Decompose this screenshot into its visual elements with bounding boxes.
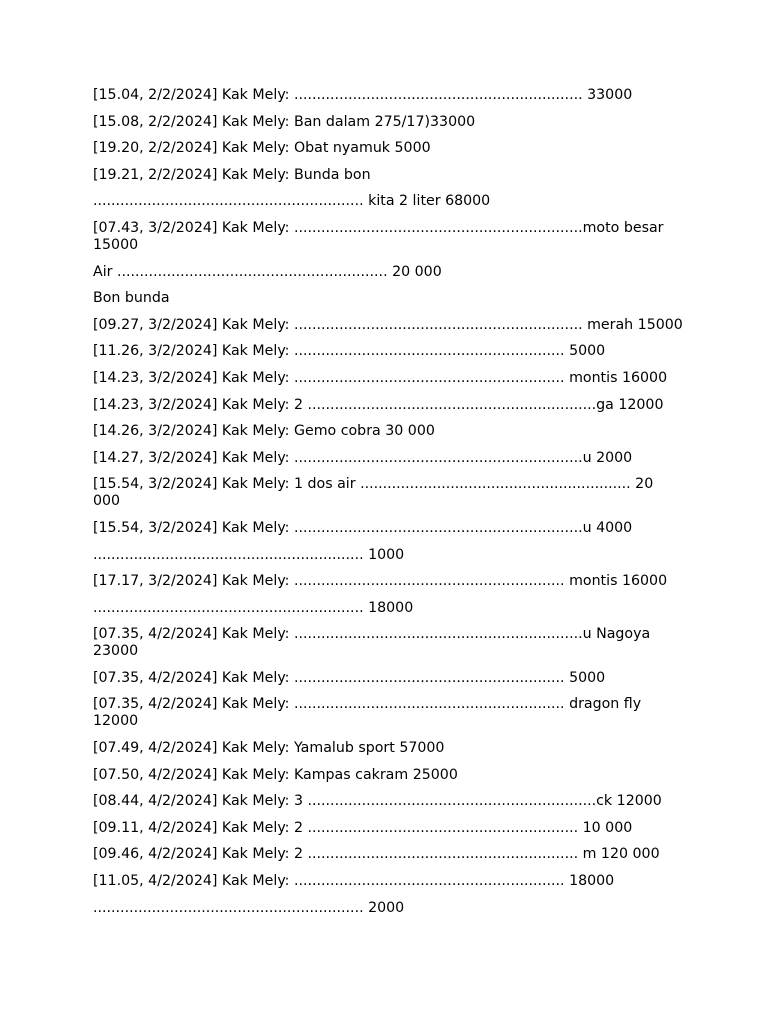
text-line: [07.35, 4/2/2024] Kak Mely: ............................................................ 5000	[93, 669, 606, 686]
text-line: [09.11, 4/2/2024] Kak Mely: 2 ............................................................ 10 000	[93, 819, 633, 836]
text-line: [09.46, 4/2/2024] Kak Mely: 2 ............................................................ m 120 000	[93, 846, 660, 863]
text-line: [07.43, 3/2/2024] Kak Mely: ................................................................moto besar 15000	[93, 219, 664, 253]
text-line: [08.44, 4/2/2024] Kak Mely: 3 ................................................................ck 12000	[93, 793, 662, 810]
text-line: [07.50, 4/2/2024] Kak Mely: Kampas cakram 25000	[93, 766, 458, 783]
text-line: [09.27, 3/2/2024] Kak Mely: ................................................................ merah 15000	[93, 316, 683, 333]
text-line: [14.23, 3/2/2024] Kak Mely: 2 ................................................................ga 12000	[93, 396, 664, 413]
chat-log-text	[93, 87, 683, 926]
text-line: [11.05, 4/2/2024] Kak Mely: ............................................................ 18000	[93, 873, 615, 890]
text-line: [14.26, 3/2/2024] Kak Mely: Gemo cobra 30 000	[93, 423, 435, 440]
text-line: ............................................................ kita 2 liter 68000	[93, 193, 491, 210]
text-line: [19.20, 2/2/2024] Kak Mely: Obat nyamuk 5000	[93, 140, 431, 157]
text-line: [17.17, 3/2/2024] Kak Mely: ............................................................ montis 16000	[93, 573, 668, 590]
text-line: [07.49, 4/2/2024] Kak Mely: Yamalub sport 57000	[93, 740, 445, 757]
text-line: Bon bunda	[93, 290, 170, 307]
text-line: [15.08, 2/2/2024] Kak Mely: Ban dalam 275/17)33000	[93, 113, 476, 130]
text-line: [07.35, 4/2/2024] Kak Mely: ................................................................u Nagoya 23000	[93, 626, 651, 660]
text-line: [14.27, 3/2/2024] Kak Mely: ................................................................u 2000	[93, 449, 633, 466]
text-line: [15.04, 2/2/2024] Kak Mely: ................................................................ 33000	[93, 87, 633, 103]
text-line: [15.54, 3/2/2024] Kak Mely: 1 dos air ............................................................ 20 000	[93, 476, 654, 510]
text-line: [14.23, 3/2/2024] Kak Mely: ............................................................ montis 16000	[93, 369, 668, 386]
text-line: [19.21, 2/2/2024] Kak Mely: Bunda bon	[93, 166, 371, 183]
text-line: ............................................................ 1000	[93, 546, 405, 563]
text-line: [15.54, 3/2/2024] Kak Mely: ................................................................u 4000	[93, 519, 633, 536]
text-line: ............................................................ 18000	[93, 599, 414, 616]
text-line: Air ............................................................ 20 000	[93, 263, 442, 280]
text-line: [07.35, 4/2/2024] Kak Mely: ............................................................ dragon fly 12000	[93, 696, 642, 730]
text-line: ............................................................ 2000	[93, 899, 405, 916]
text-line: [11.26, 3/2/2024] Kak Mely: ............................................................ 5000	[93, 343, 606, 360]
